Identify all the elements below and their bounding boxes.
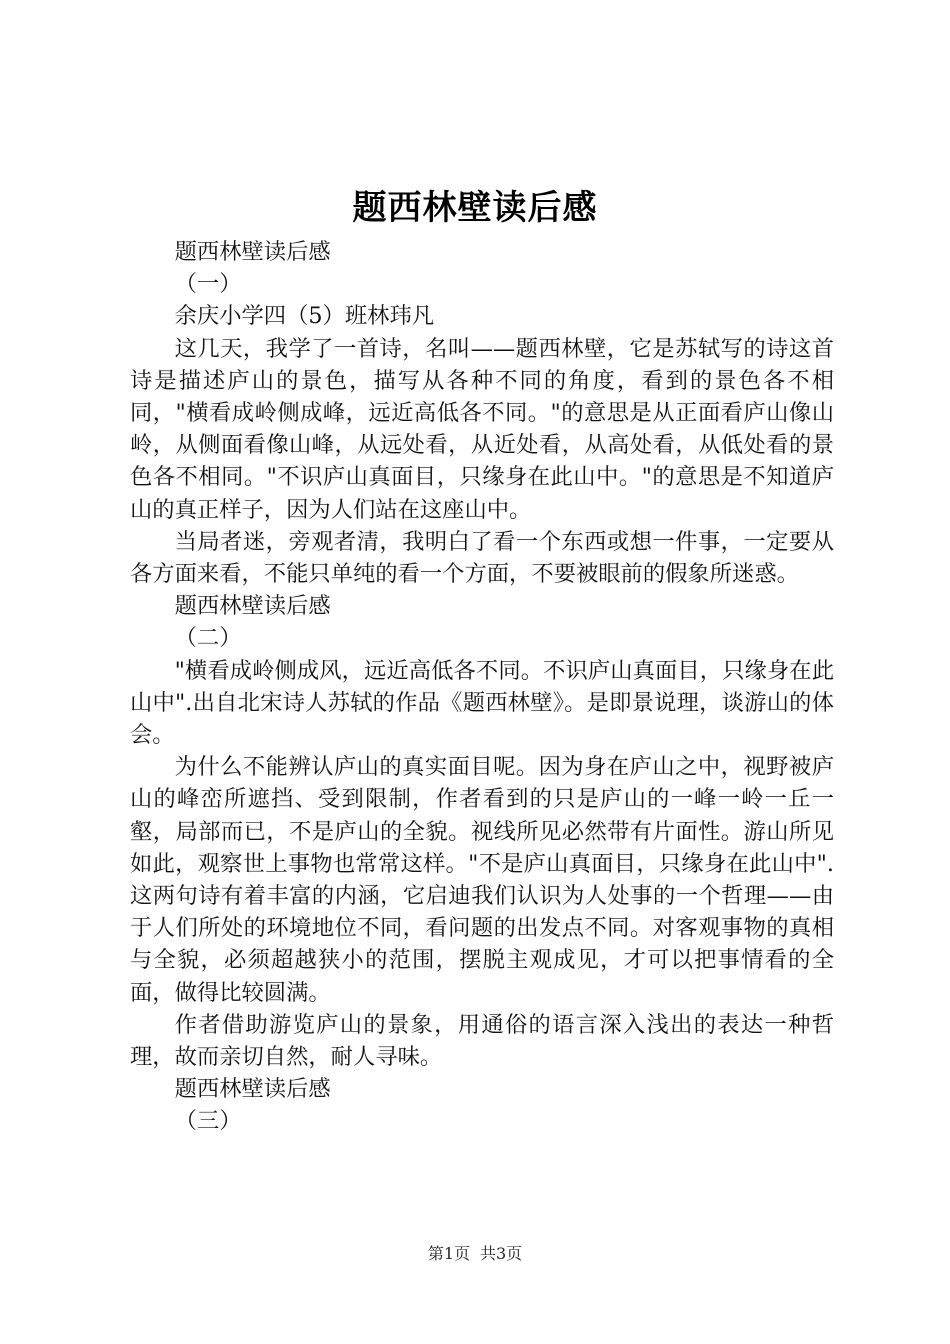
- document-title: 题西林壁读后感: [352, 188, 598, 228]
- paragraph: 作者借助游览庐山的景象，用通俗的语言深入浅出的表达一种哲理，故而亲切自然，耐人寻味。: [130, 1011, 834, 1071]
- section-author: 余庆小学四（5）班林玮凡: [174, 303, 435, 330]
- paragraph: 这几天，我学了一首诗，名叫——题西林壁，它是苏轼写的诗这首诗是描述庐山的景色，描写从各种不同的角度，看到的景色各不相同，"横看成岭侧成峰，远近高低各不同。"的意思是从正面看庐山像山岭，从侧面看像山峰，从远处看，从近处看，从高处看，从低处看的景色各不相同。"不识庐山真面目，只缘身在此山中。"的意思是不知道庐山的真正样子，因为人们站在这座山中。: [130, 335, 834, 523]
- section-heading: 题西林壁读后感: [174, 593, 331, 620]
- section-number: （二）: [174, 625, 242, 652]
- page-total: 共3页: [480, 1244, 523, 1263]
- paragraph: "横看成岭侧成风，远近高低各不同。不识庐山真面目，只缘身在此山中".出自北宋诗人苏轼的作品《题西林壁》。是即景说理，谈游山的体会。: [130, 657, 834, 749]
- page-number: 第1页: [427, 1244, 470, 1263]
- section-number: （一）: [174, 271, 242, 298]
- section-heading: 题西林壁读后感: [174, 1076, 331, 1103]
- document-body: [130, 236, 834, 1138]
- paragraph: 为什么不能辨认庐山的真实面目呢。因为身在庐山之中，视野被庐山的峰峦所遮挡、受到限制，作者看到的只是庐山的一峰一岭一丘一壑，局部而已，不是庐山的全貌。视线所见必然带有片面性。游山所见如此，观察世上事物也常常这样。"不是庐山真面目，只缘身在此山中".这两句诗有着丰富的内涵，它启迪我们认识为人处事的一个哲理——由于人们所处的环境地位不同，看问题的出发点不同。对客观事物的真相与全貌，必须超越狭小的范围，摆脱主观成见，才可以把事情看的全面，做得比较圆满。: [130, 754, 834, 1006]
- section-heading: 题西林壁读后感: [174, 239, 331, 265]
- paragraph: 当局者迷，旁观者清，我明白了看一个东西或想一件事，一定要从各方面来看，不能只单纯的看一个方面，不要被眼前的假象所迷惑。: [130, 528, 834, 588]
- section-number: （三）: [174, 1108, 242, 1135]
- page-footer: [0, 1243, 950, 1265]
